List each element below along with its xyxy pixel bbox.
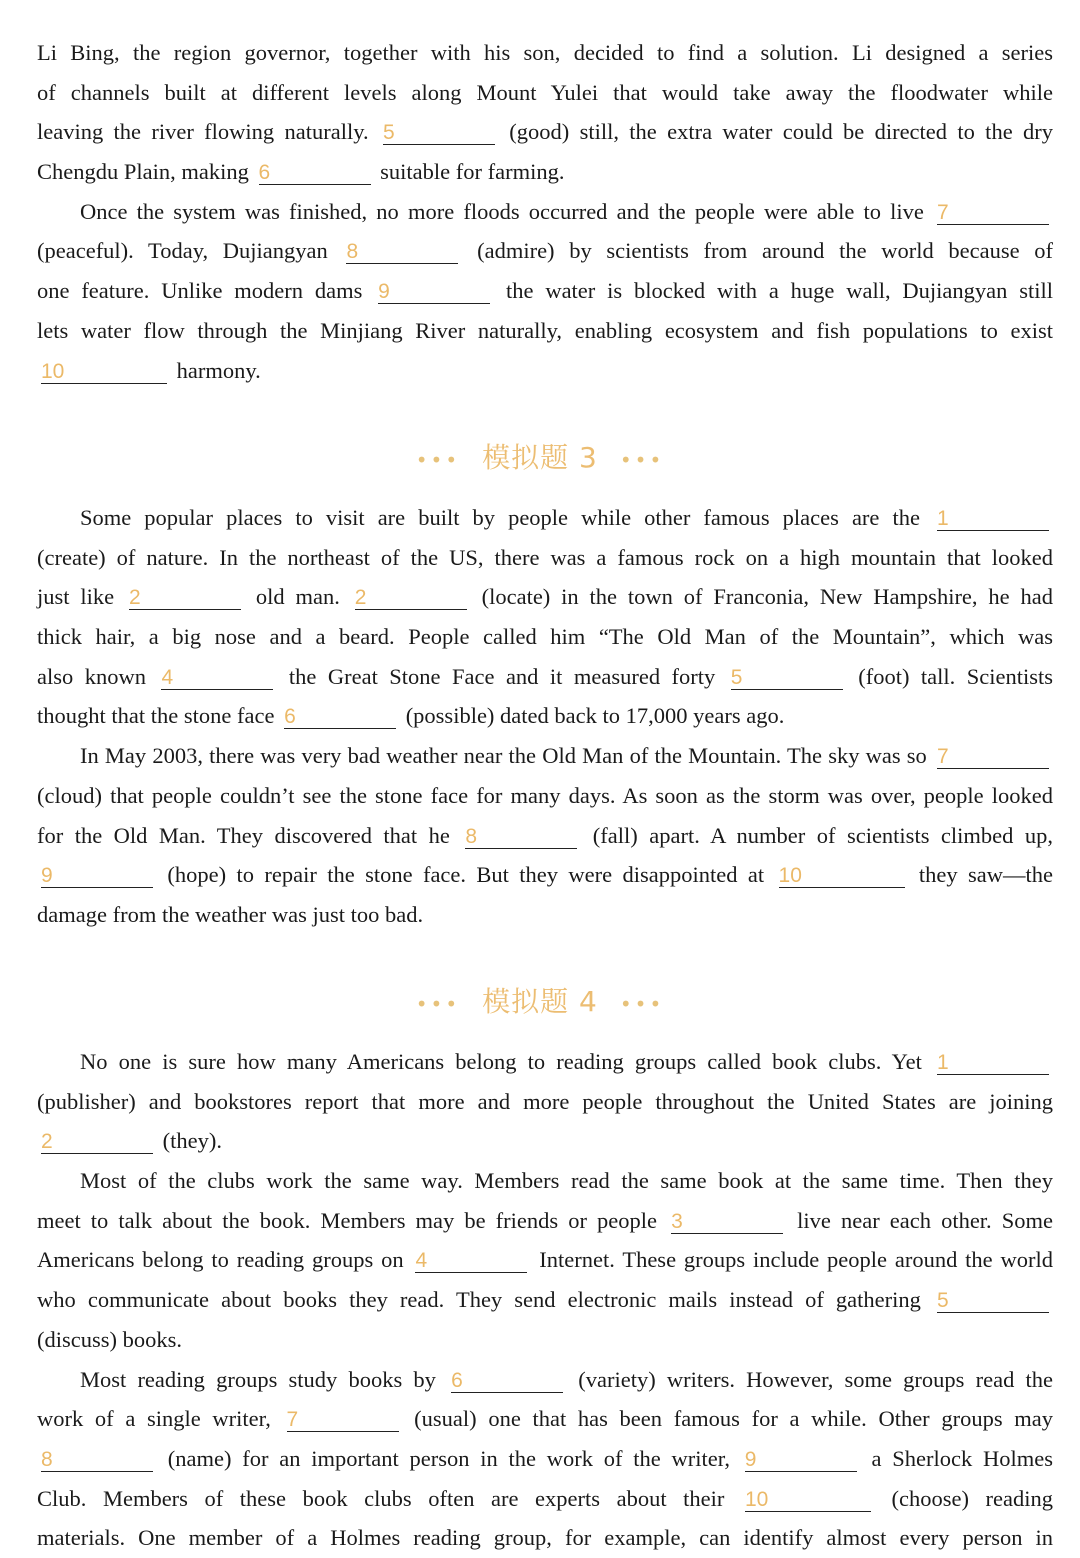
- text-run: Li Bing, the region governor, together with his son, decided to find a solution. Li designed a series: [37, 40, 1053, 65]
- text-line: [37, 617, 1053, 657]
- text-line: [37, 1439, 1053, 1479]
- text-line: [37, 231, 1053, 271]
- text-run: thought that the stone face: [37, 703, 281, 729]
- text-line: [37, 577, 1053, 617]
- answer-blank: 9: [378, 281, 490, 304]
- text-run: materials. One member of a Holmes reading group, for example, can identify almost every person in: [37, 1525, 1053, 1551]
- text-line: [37, 1042, 1053, 1082]
- text-run: one feature. Unlike modern dams: [37, 278, 375, 304]
- dots-decoration: •••: [619, 448, 665, 472]
- answer-blank: 9: [41, 865, 153, 888]
- text-run: harmony.: [171, 357, 261, 383]
- text-line: [37, 1320, 1053, 1360]
- text-line: [37, 1161, 1053, 1201]
- text-run: live near each other. Some: [787, 1207, 1054, 1233]
- text-run: Internet. These groups include people around the world: [531, 1247, 1054, 1273]
- text-run: No one is sure how many Americans belong to reading groups called book clubs. Yet: [80, 1049, 933, 1074]
- passage-section-4: [37, 1042, 1053, 1558]
- text-run: also known: [37, 663, 158, 689]
- answer-blank: 9: [745, 1449, 857, 1472]
- answer-blank: 8: [465, 826, 577, 849]
- text-line: [37, 33, 1053, 73]
- text-run: (usual) one that has been famous for a while. Other groups may: [402, 1406, 1053, 1432]
- text-line: [37, 1518, 1053, 1558]
- dots-decoration: •••: [415, 448, 461, 472]
- text-run: Chengdu Plain, making: [37, 159, 255, 185]
- text-run: (discuss) books.: [37, 1326, 182, 1352]
- passage-section-2-continued: [37, 33, 1053, 390]
- text-run: just like: [37, 584, 125, 610]
- text-run: (hope) to repair the stone face. But they were disappointed at: [157, 862, 775, 888]
- answer-blank: 10: [41, 361, 167, 384]
- text-line: [37, 192, 1053, 232]
- text-line: [37, 73, 1053, 113]
- text-line: [37, 1280, 1053, 1320]
- text-run: (variety) writers. However, some groups read the: [567, 1366, 1053, 1392]
- text-run: suitable for farming.: [374, 159, 565, 185]
- text-run: Most reading groups study books by: [80, 1366, 448, 1392]
- answer-blank: 10: [745, 1489, 871, 1512]
- text-run: (they).: [157, 1128, 222, 1154]
- answer-blank: 1: [937, 508, 1049, 531]
- text-run: of channels built at different levels along Mount Yulei that would take away the floodwater while: [37, 79, 1053, 105]
- answer-blank: 1: [937, 1052, 1049, 1075]
- section-heading-3: [0, 436, 1080, 476]
- text-line: [37, 498, 1053, 538]
- text-run: (possible) dated back to 17,000 years ago.: [400, 703, 785, 729]
- heading-text: 模拟题 4: [482, 985, 598, 1018]
- answer-blank: 6: [259, 162, 371, 185]
- text-line: [37, 1399, 1053, 1439]
- text-run: a Sherlock Holmes: [860, 1445, 1053, 1471]
- text-line: [37, 1082, 1053, 1122]
- text-run: (fall) apart. A number of scientists climbed up,: [581, 822, 1053, 848]
- text-run: they saw—the: [908, 862, 1053, 888]
- text-line: [37, 152, 1053, 192]
- text-run: who communicate about books they read. They send electronic mails instead of gathering: [37, 1287, 933, 1313]
- section-heading-4: [0, 980, 1080, 1020]
- text-run: damage from the weather was just too bad.: [37, 901, 424, 927]
- text-line: [37, 311, 1053, 351]
- text-line: [37, 1360, 1053, 1400]
- text-line: [37, 855, 1053, 895]
- text-run: (peaceful). Today, Dujiangyan: [37, 238, 343, 264]
- text-run: Some popular places to visit are built by people while other famous places are the: [80, 505, 933, 530]
- text-line: [37, 538, 1053, 578]
- text-line: [37, 736, 1053, 776]
- answer-blank: 7: [287, 1409, 399, 1432]
- text-run: thick hair, a big nose and a beard. People called him “The Old Man of the Mountain”, which was: [37, 624, 1053, 650]
- answer-blank: 5: [731, 667, 843, 690]
- answer-blank: 6: [284, 706, 396, 729]
- text-run: (create) of nature. In the northeast of the US, there was a famous rock on a high mountain that looked: [37, 544, 1053, 570]
- text-run: (name) for an important person in the work of the writer,: [157, 1445, 741, 1471]
- answer-blank: 3: [671, 1211, 783, 1234]
- text-run: the water is blocked with a huge wall, Dujiangyan still: [494, 278, 1053, 304]
- text-line: [37, 112, 1053, 152]
- answer-blank: 6: [451, 1370, 563, 1393]
- heading-text: 模拟题 3: [482, 441, 598, 474]
- passage-section-3: [37, 498, 1053, 935]
- answer-blank: 2: [41, 1131, 153, 1154]
- text-run: (admire) by scientists from around the world because of: [462, 238, 1053, 264]
- answer-blank: 7: [937, 202, 1049, 225]
- text-run: Most of the clubs work the same way. Members read the same book at the same time. Then they: [80, 1168, 1053, 1194]
- text-run: Once the system was finished, no more floods occurred and the people were able to live: [80, 198, 933, 224]
- text-run: (publisher) and bookstores report that more and more people throughout the United States are joining: [37, 1088, 1053, 1114]
- text-run: work of a single writer,: [37, 1406, 283, 1432]
- text-run: Club. Members of these book clubs often are experts about their: [37, 1485, 741, 1511]
- text-line: [37, 816, 1053, 856]
- text-run: In May 2003, there was very bad weather near the Old Man of the Mountain. The sky was so: [80, 743, 933, 769]
- text-line: [37, 271, 1053, 311]
- text-line: [37, 1240, 1053, 1280]
- text-run: leaving the river flowing naturally.: [37, 119, 379, 145]
- answer-blank: 5: [937, 1290, 1049, 1313]
- text-run: (choose) reading: [874, 1485, 1053, 1511]
- answer-blank: 10: [779, 865, 905, 888]
- text-line: [37, 657, 1053, 697]
- text-run: for the Old Man. They discovered that he: [37, 822, 462, 848]
- text-run: meet to talk about the book. Members may be friends or people: [37, 1207, 668, 1233]
- text-line: [37, 351, 1053, 391]
- text-run: lets water flow through the Minjiang River naturally, enabling ecosystem and fish populations to exist: [37, 317, 1053, 343]
- answer-blank: 2: [129, 587, 241, 610]
- text-run: old man.: [245, 584, 351, 610]
- answer-blank: 4: [161, 667, 273, 690]
- text-line: [37, 1479, 1053, 1519]
- answer-blank: 8: [41, 1449, 153, 1472]
- text-line: [37, 1201, 1053, 1241]
- text-line: [37, 696, 1053, 736]
- text-line: [37, 776, 1053, 816]
- text-run: (locate) in the town of Franconia, New Hampshire, he had: [470, 584, 1054, 610]
- text-line: [37, 895, 1053, 935]
- answer-blank: 4: [415, 1250, 527, 1273]
- text-run: (good) still, the extra water could be directed to the dry: [498, 119, 1053, 145]
- text-run: (foot) tall. Scientists: [846, 663, 1053, 689]
- dots-decoration: •••: [619, 992, 665, 1016]
- text-run: (cloud) that people couldn’t see the stone face for many days. As soon as the storm was over, people looked: [37, 782, 1053, 808]
- answer-blank: 7: [937, 746, 1049, 769]
- answer-blank: 8: [346, 241, 458, 264]
- answer-blank: 2: [355, 587, 467, 610]
- text-run: Americans belong to reading groups on: [37, 1247, 412, 1273]
- answer-blank: 5: [383, 122, 495, 145]
- text-line: [37, 1121, 1053, 1161]
- dots-decoration: •••: [415, 992, 461, 1016]
- text-run: the Great Stone Face and it measured forty: [277, 663, 727, 689]
